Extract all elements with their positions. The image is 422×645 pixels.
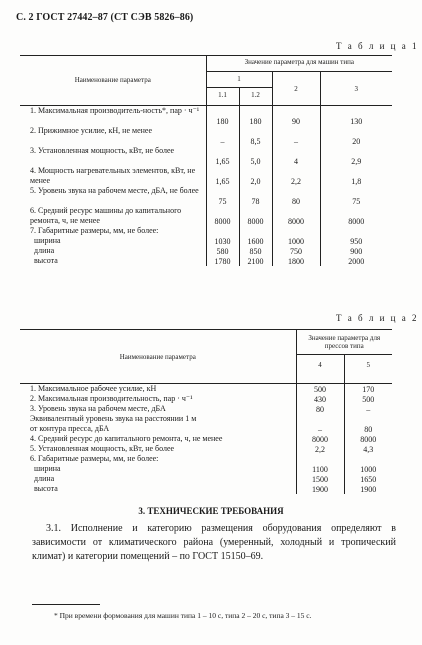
row-value: 8000 [344,434,392,444]
row-value: 1030 [206,236,239,246]
row-value: 1,8 [320,166,392,186]
row-value: – [296,424,344,434]
row-value: 180 [206,106,239,127]
table-row [20,474,392,484]
table-row [20,206,392,226]
footnote: * При времени формования для машин типа 1 – 10 с, типа 2 – 20 с, типа 3 – 15 с. [54,611,312,620]
table2-header-group: Значение параметра для прессов типа [296,330,392,355]
table-row [20,484,392,494]
row-value: 850 [239,246,272,256]
row-value: 130 [320,106,392,127]
row-value: 90 [272,106,320,127]
row-value: 1650 [344,474,392,484]
row-value: 2100 [239,256,272,266]
row-label: 2. Максимальная производительность, пар · ч⁻¹ [30,394,193,403]
table-row [20,226,392,236]
row-value: 1000 [272,236,320,246]
row-label: ширина [34,236,61,245]
row-value: 4 [272,146,320,166]
table1-header-type2: 2 [272,72,320,106]
row-value: 1,65 [206,146,239,166]
table-2 [20,330,392,494]
row-value: 1100 [296,464,344,474]
row-value: 950 [320,236,392,246]
table-row [20,384,392,395]
row-label: высота [34,256,58,265]
table1-header-name: Наименование параметра [20,55,206,106]
table2-header-name: Наименование параметра [20,330,296,384]
row-value: – [206,126,239,146]
row-label: от контура пресса, дБА [30,424,110,433]
row-value: – [344,404,392,414]
row-value: 2000 [320,256,392,266]
row-value [296,414,344,424]
row-label: 5. Установленная мощность, кВт, не более [30,444,175,453]
table-row [20,404,392,414]
row-value: 1900 [344,484,392,494]
row-value: 8000 [320,206,392,226]
row-value: 580 [206,246,239,256]
row-value: 2,2 [296,444,344,454]
table-row [20,256,392,266]
row-value [296,454,344,464]
row-value: 170 [344,384,392,395]
row-label: длина [34,474,55,483]
row-value: 1780 [206,256,239,266]
table2-caption: Т а б л и ц а 2 [336,313,419,323]
row-value: 8000 [206,206,239,226]
row-value [206,226,239,236]
row-value: 8000 [239,206,272,226]
row-value: 430 [296,394,344,404]
table1-header-type3: 3 [320,72,392,106]
row-value: 1800 [272,256,320,266]
table1-header-group: Значение параметра для машин типа [206,55,392,72]
row-label: высота [34,484,58,493]
row-label: 1. Максимальное рабочее усилие, кН [30,384,157,393]
table-row [20,424,392,434]
table-row [20,434,392,444]
table-row [20,414,392,424]
page-header: С. 2 ГОСТ 27442–87 (СТ СЭВ 5826–86) [16,12,194,23]
row-value [344,454,392,464]
row-value: 80 [344,424,392,434]
table-row [20,186,392,206]
section-paragraph: 3.1. Исполнение и категорию размещения оборудования определяют в зависимости от климатического района (умеренный, холодный и тропический климат) и категории помещений – по ГОСТ 15150–69. [32,523,396,562]
row-value: 750 [272,246,320,256]
row-value: 80 [272,186,320,206]
row-value [344,414,392,424]
row-value: – [272,126,320,146]
table-row [20,126,392,146]
row-label: 7. Габаритные размеры, мм, не более: [30,226,159,235]
table-row [20,166,392,186]
row-label: ширина [34,464,61,473]
row-value: 4,3 [344,444,392,454]
row-value: 1000 [344,464,392,474]
row-label: 6. Средний ресурс машины до капитального ремонта, ч, не менее [30,206,182,225]
table-row [20,464,392,474]
row-value: 2,9 [320,146,392,166]
row-value [320,226,392,236]
row-value: 1,65 [206,166,239,186]
table-row [20,146,392,166]
table1-header-type1: 1 [206,72,272,88]
table-row [20,394,392,404]
row-label: 5. Уровень звука на рабочем месте, дБА, не более [30,186,199,195]
row-value: 8,5 [239,126,272,146]
row-label: 6. Габаритные размеры, мм, не более: [30,454,159,463]
table-row [20,106,392,127]
row-value: 20 [320,126,392,146]
table-row [20,444,392,454]
row-value: 80 [296,404,344,414]
row-value: 75 [320,186,392,206]
table1-header-sub12: 1.2 [239,88,272,106]
row-value: 180 [239,106,272,127]
row-label: 1. Максимальная производитель-ность*, пар · ч⁻¹ [30,106,200,115]
table-row [20,236,392,246]
row-value [272,226,320,236]
row-value: 8000 [272,206,320,226]
row-label: длина [34,246,55,255]
section-title: 3. ТЕХНИЧЕСКИЕ ТРЕБОВАНИЯ [138,506,284,516]
row-label: 3. Установленная мощность, кВт, не более [30,146,175,155]
table-row [20,454,392,464]
table1-caption: Т а б л и ц а 1 [336,41,419,51]
table-1 [20,55,392,266]
table1-header-sub11: 1.1 [206,88,239,106]
row-value: 8000 [296,434,344,444]
row-label: 2. Прижимное усилие, кН, не менее [30,126,153,135]
row-value: 1600 [239,236,272,246]
row-value [239,226,272,236]
row-value: 500 [344,394,392,404]
row-label: 4. Средний ресурс до капитального ремонта, ч, не менее [30,434,223,443]
table2-header-type5: 5 [344,355,392,384]
table-row [20,246,392,256]
row-value: 500 [296,384,344,395]
row-value: 1500 [296,474,344,484]
row-value: 2,2 [272,166,320,186]
row-label: Эквивалентный уровень звука на расстоянии 1 м [30,414,197,423]
row-value: 75 [206,186,239,206]
table2-header-type4: 4 [296,355,344,384]
row-value: 5,0 [239,146,272,166]
row-value: 900 [320,246,392,256]
footnote-rule [32,604,100,605]
row-label: 4. Мощность нагревательных элементов, кВт, не менее [30,166,196,185]
row-value: 2,0 [239,166,272,186]
row-value: 78 [239,186,272,206]
row-label: 3. Уровень звука на рабочем месте, дБА [30,404,166,413]
row-value: 1900 [296,484,344,494]
